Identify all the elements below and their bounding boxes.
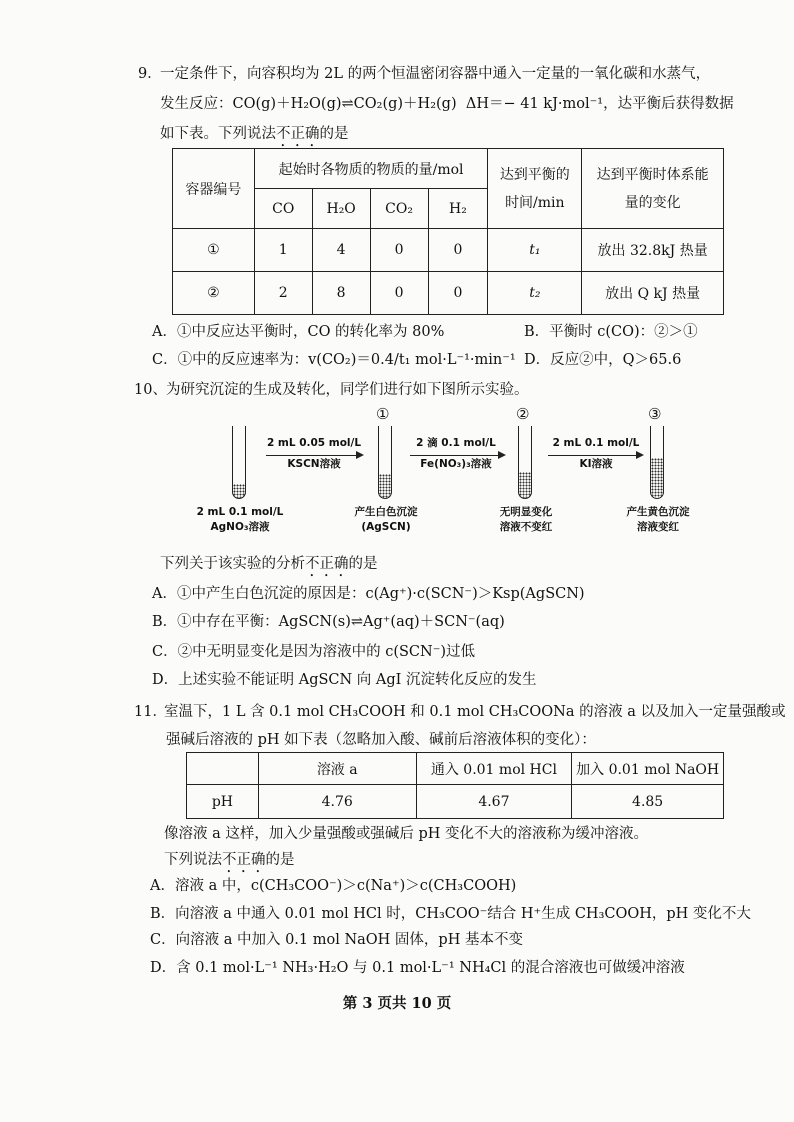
- tube-0-solution: [233, 484, 245, 498]
- q9-prompt-a: 如下表。下列说法: [160, 126, 276, 142]
- test-tube-0: [232, 426, 246, 499]
- q9-col-id: 容器编号: [173, 149, 255, 229]
- q9-row1-h2: 0: [428, 229, 488, 272]
- q10-number: 10、: [134, 382, 167, 398]
- q11-header-empty: [187, 753, 259, 785]
- q9-row2-co2: 0: [370, 272, 428, 315]
- q11-ph-naoh: 4.85: [572, 785, 724, 819]
- q11-stem-line1: 室温下，1 L 含 0.1 mol CH₃COOH 和 0.1 mol CH₃COONa 的溶液 a 以及加入一定量强酸或: [164, 704, 786, 720]
- tube-2-label-1: 无明显变化: [499, 506, 553, 518]
- q9-enthalpy: ΔH＝− 41 kJ·mol⁻¹，达平衡后获得数据: [465, 96, 734, 112]
- tube-2-label-2: 溶液不变红: [499, 521, 553, 533]
- q9-table: [172, 148, 724, 315]
- arrow-1-bottom-label: KSCN溶液: [287, 458, 341, 470]
- test-tube-3: [650, 426, 664, 499]
- tube-3-label-1: 产生黄色沉淀: [626, 506, 690, 518]
- q9-option-a: A．①中反应达平衡时，CO 的转化率为 80%: [152, 324, 445, 340]
- q9-col-initial: 起始时各物质的物质的量/mol: [254, 149, 488, 189]
- q9-line2-prefix: 发生反应：: [160, 96, 233, 112]
- q9-option-d: D．反应②中，Q＞65.6: [524, 352, 682, 368]
- tube-1-number: ①: [376, 405, 390, 423]
- q9-row1-co2: 0: [370, 229, 428, 272]
- q9-stem-line2: [160, 92, 734, 113]
- q10-not-word: 不正确: [305, 556, 349, 572]
- tube-3-precipitate: [651, 458, 663, 498]
- tube-1-precipitate: [379, 474, 391, 498]
- q11-header-hcl: 通入 0.01 mol HCl: [416, 753, 572, 785]
- q9-col-energy: 达到平衡时体系能量的变化: [582, 149, 724, 229]
- table-row: [187, 785, 724, 819]
- q11-header-solution-a: 溶液 a: [258, 753, 416, 785]
- q11-stem-line2: 强碱后溶液的 pH 如下表（忽略加入酸、碱前后溶液体积的变化）：: [166, 732, 596, 748]
- tube-0-label-1: 2 mL 0.1 mol/L: [196, 506, 284, 518]
- test-tube-2: [518, 426, 532, 499]
- tube-3-label-2: 溶液变红: [637, 521, 679, 533]
- arrow-1: [266, 455, 362, 456]
- tube-1-label-2: (AgSCN): [361, 521, 411, 533]
- q10-prompt-b: 的是: [348, 556, 378, 572]
- arrow-3: [548, 455, 642, 456]
- q11-number: 11．: [134, 704, 167, 720]
- q10-prompt-a: 下列关于该实验的分析: [160, 556, 305, 572]
- q11-option-b: B．向溶液 a 中通入 0.01 mol HCl 时，CH₃COO⁻结合 H⁺生成 CH₃COOH，pH 变化不大: [150, 906, 751, 922]
- arrow-3-bottom-label: KI溶液: [579, 458, 613, 470]
- q9-number: 9．: [138, 66, 162, 82]
- q9-species-co: CO: [254, 189, 312, 229]
- q9-species-h2o: H₂O: [312, 189, 370, 229]
- q9-row2-t: t₂: [488, 272, 582, 315]
- page-footer: 第 3 页共 10 页: [342, 995, 452, 1012]
- q11-option-a: A．溶液 a 中，c(CH₃COO⁻)＞c(Na⁺)＞c(CH₃COOH): [150, 878, 517, 894]
- q10-option-a: A．①中产生白色沉淀的原因是：c(Ag⁺)·c(SCN⁻)＞Ksp(AgSCN): [152, 586, 585, 602]
- q11-not-word: 不正确: [222, 852, 266, 868]
- q9-row2-co: 2: [254, 272, 312, 315]
- arrow-2-bottom-label: Fe(NO₃)₃溶液: [420, 458, 492, 470]
- q11-prompt-b: 的是: [265, 852, 295, 868]
- arrow-2: [410, 455, 504, 456]
- q10-option-d: D．上述实验不能证明 AgSCN 向 AgI 沉淀转化反应的发生: [152, 672, 537, 688]
- q9-option-c: C．①中的反应速率为：v(CO₂)＝0.4/t₁ mol·L⁻¹·min⁻¹: [152, 352, 516, 368]
- q9-stem-line3: [160, 122, 349, 150]
- q9-equation: CO(g)＋H₂O(g)⇌CO₂(g)＋H₂(g): [232, 96, 457, 112]
- q11-note: 像溶液 a 这样，加入少量强酸或强碱后 pH 变化不大的溶液称为缓冲溶液。: [164, 826, 649, 842]
- q9-stem-line1: 一定条件下，向容积均为 2L 的两个恒温密闭容器中通入一定量的一氧化碳和水蒸气，: [160, 66, 711, 82]
- q9-option-b: B．平衡时 c(CO)：②＞①: [524, 324, 698, 340]
- q11-table: [186, 752, 724, 819]
- tube-0-label-2: AgNO₃溶液: [210, 521, 270, 533]
- q9-row2-h2: 0: [428, 272, 488, 315]
- q10-stem: 为研究沉淀的生成及转化，同学们进行如下图所示实验。: [166, 382, 529, 398]
- q11-row-label: pH: [187, 785, 259, 819]
- q9-row1-t: t₁: [488, 229, 582, 272]
- q9-row1-co: 1: [254, 229, 312, 272]
- q9-row1-id: ①: [173, 229, 255, 272]
- q11-option-c: C．向溶液 a 中加入 0.1 mol NaOH 固体，pH 基本不变: [150, 932, 523, 948]
- q10-option-b: B．①中存在平衡：AgSCN(s)⇌Ag⁺(aq)＋SCN⁻(aq): [152, 614, 505, 630]
- table-row: [173, 229, 724, 272]
- tube-2-precipitate: [519, 472, 531, 498]
- table-row: [173, 272, 724, 315]
- q9-row1-energy: 放出 32.8kJ 热量: [582, 229, 724, 272]
- q9-not-word: 不正确: [276, 126, 320, 142]
- q11-prompt: [164, 848, 295, 876]
- tube-3-number: ③: [648, 405, 662, 423]
- q11-ph-hcl: 4.67: [416, 785, 572, 819]
- q9-col-time: 达到平衡的时间/min: [488, 149, 582, 229]
- q9-row1-h2o: 4: [312, 229, 370, 272]
- q10-prompt: [160, 552, 378, 580]
- q9-row2-energy: 放出 Q kJ 热量: [582, 272, 724, 315]
- q11-option-d: D．含 0.1 mol·L⁻¹ NH₃·H₂O 与 0.1 mol·L⁻¹ NH₄Cl 的混合溶液也可做缓冲溶液: [150, 960, 685, 976]
- q11-prompt-a: 下列说法: [164, 852, 222, 868]
- arrow-1-top-label: 2 mL 0.05 mol/L: [266, 437, 362, 449]
- q9-species-h2: H₂: [428, 189, 488, 229]
- q9-row2-h2o: 8: [312, 272, 370, 315]
- arrow-2-top-label: 2 滴 0.1 mol/L: [416, 437, 496, 449]
- tube-1-label-1: 产生白色沉淀: [354, 506, 418, 518]
- q9-species-co2: CO₂: [370, 189, 428, 229]
- test-tube-1: [378, 426, 392, 499]
- q10-option-c: C．②中无明显变化是因为溶液中的 c(SCN⁻)过低: [152, 644, 476, 660]
- q11-ph-solution-a: 4.76: [258, 785, 416, 819]
- q9-row2-id: ②: [173, 272, 255, 315]
- q11-header-naoh: 加入 0.01 mol NaOH: [572, 753, 724, 785]
- tube-2-number: ②: [516, 405, 530, 423]
- arrow-3-top-label: 2 mL 0.1 mol/L: [552, 437, 640, 449]
- q9-prompt-b: 的是: [319, 126, 349, 142]
